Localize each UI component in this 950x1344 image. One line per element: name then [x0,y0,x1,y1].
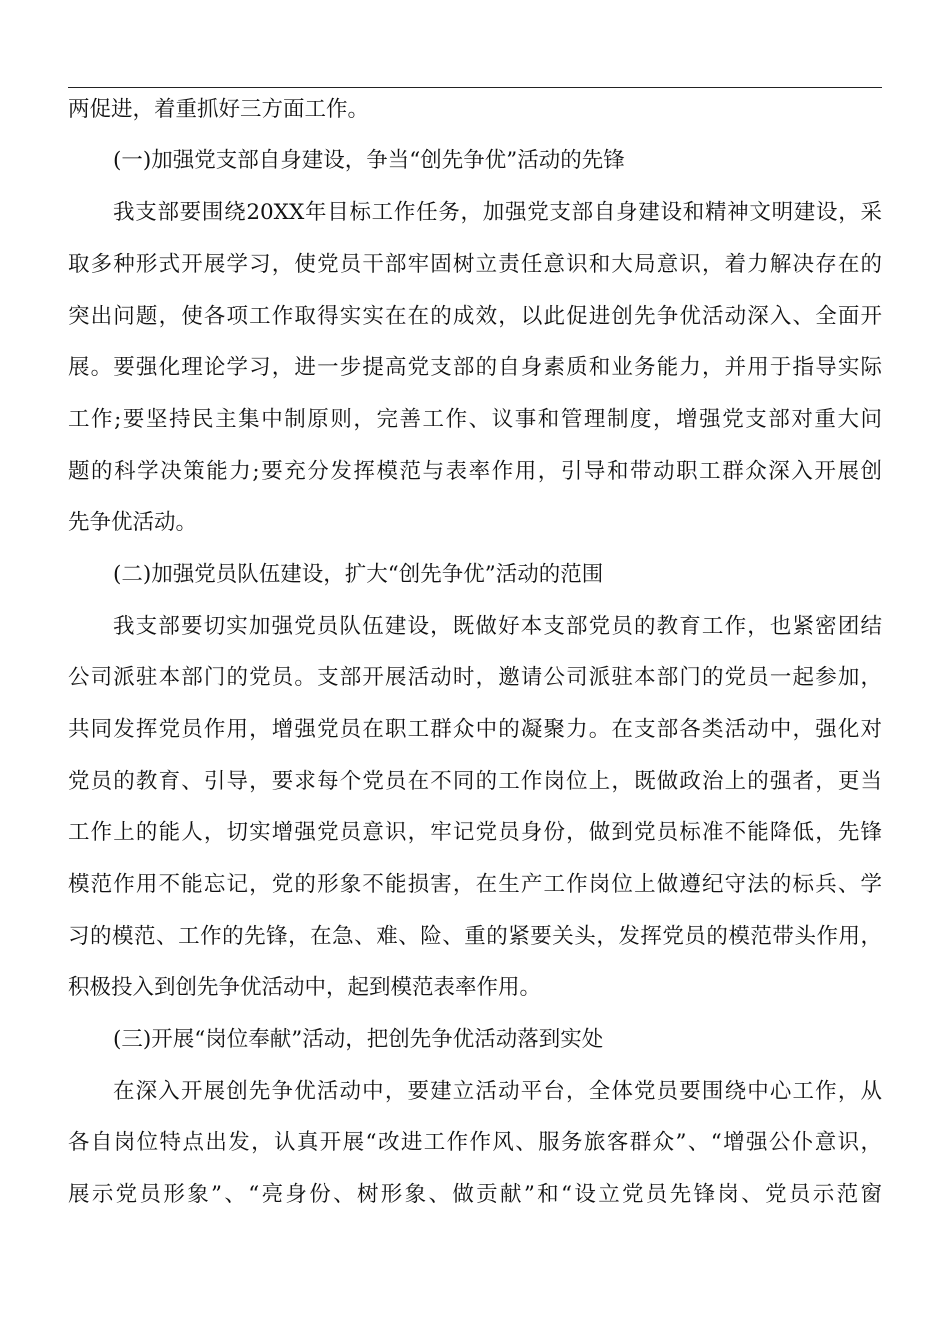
body-line: 在深入开展创先争优活动中，要建立活动平台，全体党员要围绕中心工作，从 [113,1079,882,1104]
body-line: 我支部要切实加强党员队伍建设，既做好本支部党员的教育工作，也紧密团结 [113,614,882,639]
body-line: 公司派驻本部门的党员。支部开展活动时，邀请公司派驻本部门的党员一起参加， [68,665,882,690]
body-line: 模范作用不能忘记，党的形象不能损害，在生产工作岗位上做遵纪守法的标兵、学 [68,872,882,897]
section-heading-3: (三)开展“岗位奉献”活动，把创先争优活动落到实处 [113,1027,604,1052]
body-line: 工作;要坚持民主集中制原则，完善工作、议事和管理制度，增强党支部对重大问 [68,407,882,432]
body-line: 两促进，着重抓好三方面工作。 [68,97,370,122]
body-line: 题的科学决策能力;要充分发挥模范与表率作用，引导和带动职工群众深入开展创 [68,459,882,484]
body-line: 工作上的能人，切实增强党员意识，牢记党员身份，做到党员标准不能降低，先锋 [68,820,882,845]
body-line: 共同发挥党员作用，增强党员在职工群众中的凝聚力。在支部各类活动中，强化对 [68,717,882,742]
section-heading-1: (一)加强党支部自身建设，争当“创先争优”活动的先锋 [113,148,625,173]
body-line: 取多种形式开展学习，使党员干部牢固树立责任意识和大局意识，着力解决存在的 [68,252,882,277]
body-line: 展。要强化理论学习，进一步提高党支部的自身素质和业务能力，并用于指导实际 [68,355,882,380]
body-line: 党员的教育、引导，要求每个党员在不同的工作岗位上，既做政治上的强者，更当 [68,769,882,794]
body-line: 习的模范、工作的先锋，在急、难、险、重的紧要关头，发挥党员的模范带头作用， [68,924,882,949]
body-line: 积极投入到创先争优活动中，起到模范表率作用。 [68,975,542,1000]
header-rule [68,87,882,88]
body-line: 我支部要围绕20XX年目标工作任务，加强党支部自身建设和精神文明建设，采 [113,200,882,225]
body-line: 展示党员形象”、“亮身份、树形象、做贡献”和“设立党员先锋岗、党员示范窗 [68,1182,882,1207]
body-line: 突出问题，使各项工作取得实实在在的成效，以此促进创先争优活动深入、全面开 [68,304,882,329]
body-line: 先争优活动。 [68,510,198,535]
body-line: 各自岗位特点出发，认真开展“改进工作作风、服务旅客群众”、“增强公仆意识， [68,1130,882,1155]
section-heading-2: (二)加强党员队伍建设，扩大“创先争优”活动的范围 [113,562,604,587]
